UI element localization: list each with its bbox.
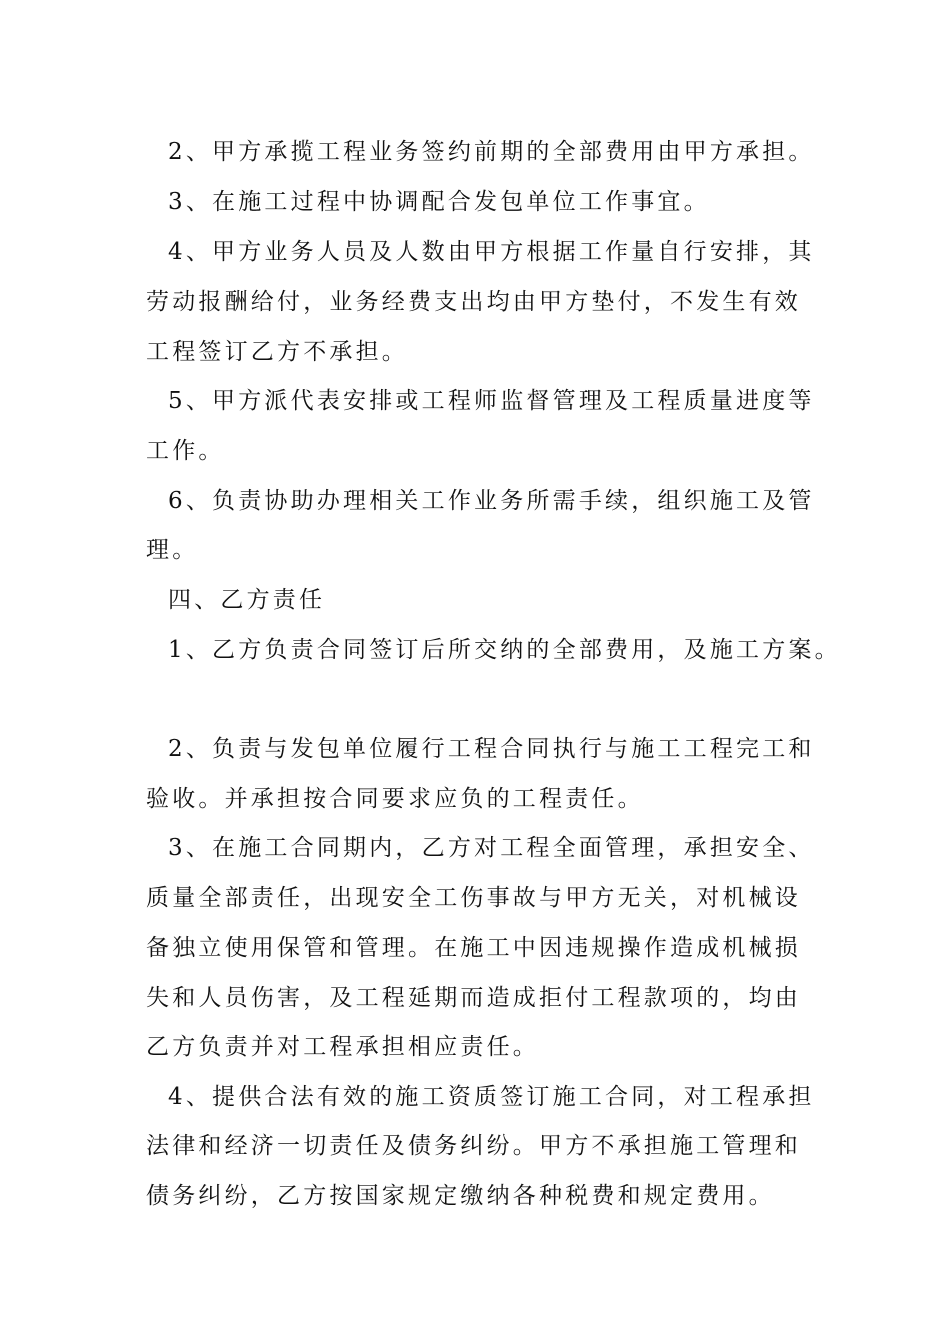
paragraph-line: 3、在施工合同期内，乙方对工程全面管理，承担安全、 — [168, 835, 815, 861]
paragraph-line: 劳动报酬给付，业务经费支出均由甲方垫付，不发生有效 — [146, 289, 801, 315]
paragraph-line: 3、在施工过程中协调配合发包单位工作事宜。 — [168, 189, 710, 215]
paragraph-line: 6、负责协助办理相关工作业务所需手续，组织施工及管 — [168, 488, 815, 514]
paragraph-line: 备独立使用保管和管理。在施工中因违规操作造成机械损 — [146, 935, 801, 961]
paragraph-line: 验收。并承担按合同要求应负的工程责任。 — [146, 786, 644, 812]
paragraph-line: 理。 — [146, 537, 199, 563]
paragraph-line: 工作。 — [146, 438, 225, 464]
section-heading: 四、乙方责任 — [168, 587, 326, 613]
paragraph-line: 2、甲方承揽工程业务签约前期的全部费用由甲方承担。 — [168, 139, 815, 165]
paragraph-line: 质量全部责任，出现安全工伤事故与甲方无关，对机械设 — [146, 885, 801, 911]
paragraph-line: 失和人员伤害，及工程延期而造成拒付工程款项的，均由 — [146, 985, 801, 1011]
paragraph-line: 乙方负责并对工程承担相应责任。 — [146, 1034, 539, 1060]
paragraph-line: 4、甲方业务人员及人数由甲方根据工作量自行安排，其 — [168, 239, 815, 265]
paragraph-line: 工程签订乙方不承担。 — [146, 339, 408, 365]
paragraph-line: 1、乙方负责合同签订后所交纳的全部费用，及施工方案。 — [168, 637, 841, 663]
paragraph-line: 债务纠纷，乙方按国家规定缴纳各种税费和规定费用。 — [146, 1183, 775, 1209]
paragraph-line: 法律和经济一切责任及债务纠纷。甲方不承担施工管理和 — [146, 1133, 801, 1159]
paragraph-line: 5、甲方派代表安排或工程师监督管理及工程质量进度等 — [168, 388, 815, 414]
paragraph-line: 4、提供合法有效的施工资质签订施工合同，对工程承担 — [168, 1084, 815, 1110]
paragraph-line: 2、负责与发包单位履行工程合同执行与施工工程完工和 — [168, 736, 815, 762]
